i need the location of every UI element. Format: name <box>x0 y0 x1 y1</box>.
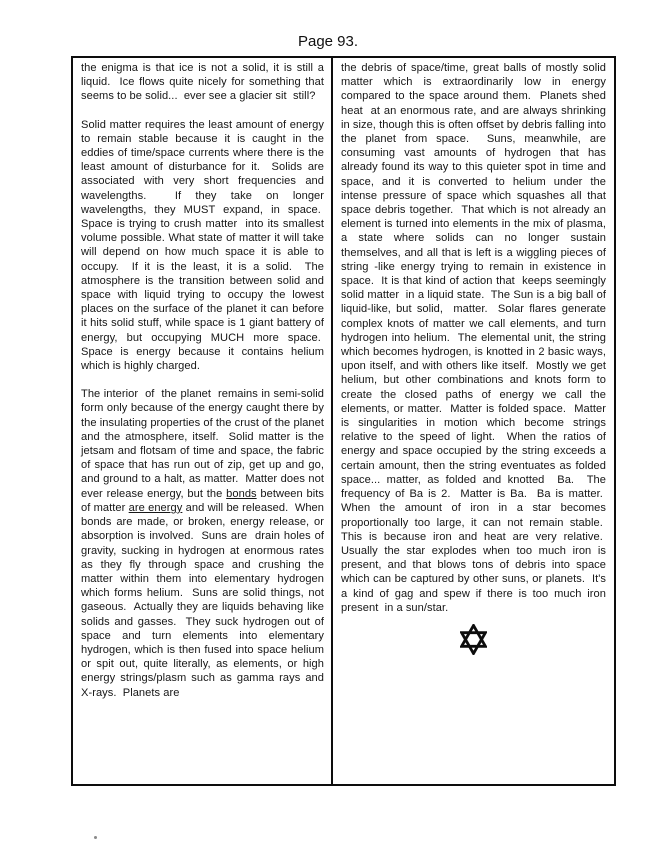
paragraph: the enigma is that ice is not a solid, it is still a liquid. Ice flows quite nicely for something that seems to be solid... ever see a glacier sit still? <box>81 62 324 103</box>
star-of-david-icon <box>460 624 487 655</box>
paragraph: the debris of space/time, great balls of mostly solid matter which is extraordinarily low in energy compared to the space around them. Planets shed heat at an enormous rate, and are always shrinking in size, though this is often offset by debris falling into the planet from space. Suns, meanwhile, are consuming vast amounts of hydrogen that has already found its way to this quieter spot in time and space, and it is converted to helium under the intense pressure of space which squashes all that space debris together. That which is not already an element is turned into elements in the mix of plasma, a state where solids can no longer sustain themselves, and all that is left is a wiggling pieces of string -like energy trying to remain in existence in space. It is that kind of action that keeps seemingly solid matter in a liquid state. The Sun is a big ball of liquid-like, but solid, matter. Solar flares generate complex knots of matter we call elements, and turn hydrogen into helium. The elemental unit, the string which becomes hydrogen, is knotted in 2 basic ways, upon itself, and with others like itself. Mostly we get helium, but other combinations and knots form to create the closed paths of energy we call the elements, or matter. Matter is folded space. Matter is singularities in motion which become strings relative to the speed of light. When the ratios of energy and space occupied by the string exceeds a certain amount, then the string eventuates as folded space... matter, as folded and knotted Ba. The frequency of Ba is 2. Matter is Ba. Ba is matter. When the amount of iron in a star becomes proportionally too large, it can not remain stable. This is because iron and heat are very relative. Usually the star explodes when too much iron is present, and that blows tons of debris into space which can be captured by other suns, or planets. It's a kind of gag and spew if there is too much iron present in a sun/star. <box>341 62 606 614</box>
paragraph: The interior of the planet remains in semi-solid form only because of the energy caught there by the insulating properties of the crust of the planet and the atmosphere, itself. Solid matter is the jetsam and flotsam of time and space, the fabric of space that has run out of zip, get up and go, and ground to a halt, as matter. Matter does not ever release energy, but the bonds between bits of matter are energy and will be released. When bonds are made, or broken, energy release, or absorption is involved. Suns are drain holes of gravity, sucking in hydrogen at enormous rates as they fly through space and crushing the matter within them into elementary hydrogen which forms helium. Suns are solid things, not gaseous. Actually they are liquids behaving like solids and gasses. They suck hydrogen out of space and turn elements into elementary hydrogen, which is then fused into space helium or spit out, quite literally, as elements, or high energy strings/plasm such as gamma rays and X-rays. Planets are <box>81 388 324 699</box>
scan-artifact-dot <box>94 836 97 839</box>
left-column <box>73 58 333 784</box>
symbol-container <box>341 624 606 659</box>
paragraph: Solid matter requires the least amount of energy to remain stable because it is caught in the eddies of time/space currents where there is the least amount of disturbance for it. Solids are associated with very short frequencies and wavelengths. If they take on longer wavelengths, they MUST expand, in space. Space is trying to crush matter into its smallest volume possible. What state of matter it will take will depend on how much space it is able to occupy. If it is the least, it is a solid. The atmosphere is the transition between solid and space with liquid trying to occupy the lowest places on the surface of the planet it can before it hits solid stuff, while space is 1 giant battery of energy, but occupying MUCH more space. Space is energy because it contains helium which is highly charged. <box>81 118 324 373</box>
page-title: Page 93. <box>297 33 359 50</box>
right-column <box>333 58 614 784</box>
two-column-text-table <box>71 56 616 786</box>
